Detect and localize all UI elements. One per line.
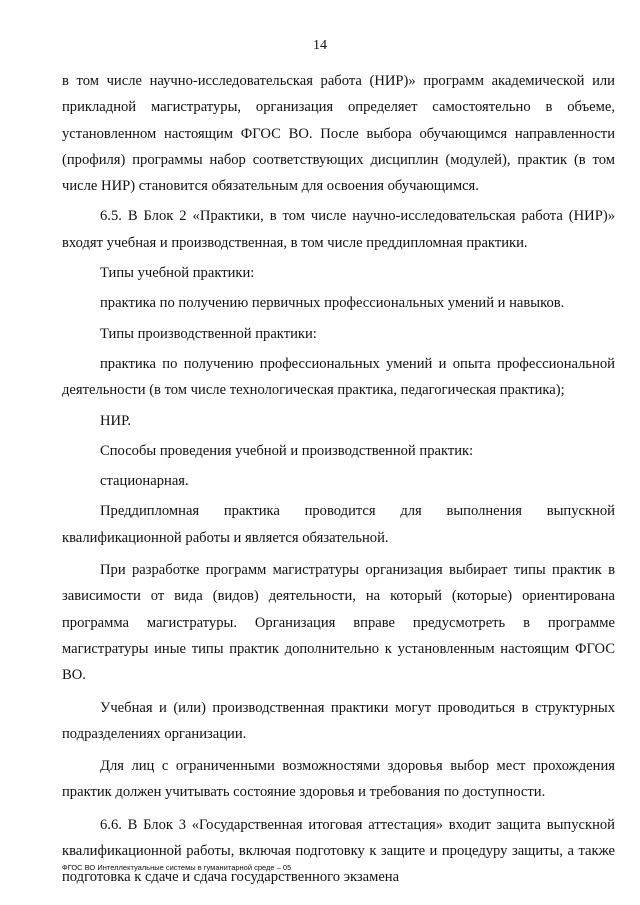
page-number: 14 — [313, 38, 327, 53]
paragraph: Для лиц с ограниченными возможностями здоровья выбор мест прохождения практик должен учитывать состояние здоровья и требования по доступности. — [62, 758, 615, 801]
paragraph: При разработке программ магистратуры организация выбирает типы практик в зависимости от вида (видов) деятельности, на который (которые) ориентирована программа магистратуры. Организация вправе предусмотреть в программе магистратуры иные типы практик дополнительно к установленным настоящим ФГОС ВО. — [62, 562, 615, 684]
section-6-5-paragraph: 6.5. В Блок 2 «Практики, в том числе научно-исследовательская работа (НИР)» входят учебная и производственная, в том числе преддипломная практики. — [62, 208, 615, 251]
document-footer: ФГОС ВО Интеллектуальные системы в гуманитарной среде – 05 — [62, 863, 292, 872]
paragraph: Преддипломная практика проводится для выполнения выпускной квалификационной работы и является обязательной. — [62, 503, 615, 546]
paragraph: Типы производственной практики: — [100, 325, 317, 342]
paragraph: в том числе научно-исследовательская работа (НИР)» программ академической или прикладной магистратуры, организация определяет самостоятельно в объеме, установленном настоящим ФГОС ВО. После выбора обучающимся направленности (профиля) программы набор соответствующих дисциплин (модулей), практик (в том числе НИР) становится обязательным для освоения обучающимся. — [62, 73, 615, 195]
paragraph: НИР. — [100, 412, 132, 429]
section-6-6-paragraph: 6.6. В Блок 3 «Государственная итоговая аттестация» входит защита выпускной квалификационной работы, включая подготовку к защите и процедуру защиты, а также подготовка к сдаче и сдача государственного экзамена — [62, 816, 615, 886]
paragraph: практика по получению профессиональных умений и опыта профессиональной деятельности (в том числе технологическая практика, педагогическая практика); — [62, 355, 615, 399]
paragraph: Способы проведения учебной и производственной практик: — [100, 442, 474, 459]
paragraph: Учебная и (или) производственная практики могут проводиться в структурных подразделениях организации. — [62, 699, 615, 742]
document-body — [62, 68, 615, 891]
paragraph: Типы учебной практики: — [100, 265, 255, 282]
paragraph: стационарная. — [100, 473, 189, 490]
paragraph: практика по получению первичных профессиональных умений и навыков. — [100, 295, 565, 312]
